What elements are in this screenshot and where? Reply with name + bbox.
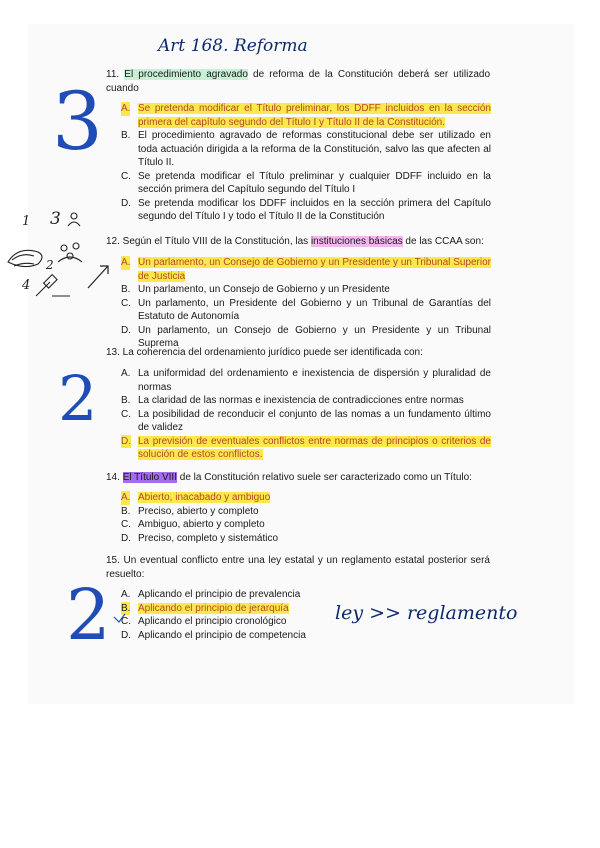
margin-number-4: 4: [22, 278, 31, 293]
people-icon: [68, 213, 80, 226]
checkmark-icon: [114, 614, 125, 622]
option-letter: A.: [121, 103, 131, 114]
option-text: La previsión de eventuales conflictos entre normas de principios o criterios de solución de estos conflictos.: [138, 435, 491, 460]
handwritten-heading: Art 168. Reforma: [158, 36, 308, 56]
stem-text: 15. Un eventual conflicto entre una ley estatal y un reglamento estatal posterior será resuelto:: [106, 555, 490, 580]
stem-highlight: El Título VIII: [122, 472, 177, 483]
gavel-icon: [36, 275, 70, 296]
stem-prefix: 14.: [106, 472, 123, 483]
option-text: Preciso, abierto y completo: [138, 505, 259, 517]
stem-highlight: instituciones básicas: [310, 236, 403, 247]
speech-icon: [8, 250, 42, 266]
option-letter: A.: [121, 368, 131, 379]
group-icon: [58, 243, 82, 262]
option-text: Abierto, inacabado y ambiguo: [138, 492, 271, 503]
arrow-icon: [88, 266, 108, 288]
option-letter: C.: [121, 408, 131, 420]
stem-text: 13. La coherencia del ordenamiento jurídico puede ser identificada con:: [106, 347, 423, 358]
option-letter: B.: [121, 505, 131, 517]
option-letter: D.: [121, 197, 131, 209]
handwritten-q15-answer: 2: [66, 574, 111, 656]
option-letter: A.: [121, 589, 131, 600]
option-text: Aplicando el principio de competencia: [138, 629, 306, 641]
margin-number-3: 3: [50, 209, 61, 229]
stem-highlight: El procedimiento agravado: [124, 69, 248, 80]
handwritten-q11-answer: 3: [52, 75, 103, 168]
option-letter: D.: [121, 324, 131, 336]
handwritten-note-ley-reglamento: ley >> reglamento: [335, 602, 518, 624]
margin-number-2: 2: [46, 258, 54, 272]
stem-suffix: de la Constitución relativo suele ser caracterizado como un Título:: [176, 472, 472, 483]
option-text: Aplicando el principio de jerarquía: [138, 602, 289, 614]
option-text: Se pretenda modificar el Título preliminar, los DDFF incluidos en la sección primera del capítulo segundo del Título I y Título II de la Constitución.: [138, 103, 491, 128]
option-text: Un parlamento, un Consejo de Gobierno y un Presidente y un Tribunal Suprema: [138, 324, 491, 349]
option-letter: B.: [121, 130, 131, 141]
option-letter: B.: [121, 602, 131, 614]
option-letter: C.: [121, 297, 131, 309]
option-letter: C.: [121, 170, 131, 182]
option-letter: B.: [121, 395, 131, 406]
stem-prefix: 11.: [106, 69, 125, 80]
option-text: Un parlamento, un Presidente del Gobierno y un Tribunal de Garantías del Estatuto de Autonomía: [138, 297, 491, 322]
option-letter: A.: [121, 257, 131, 268]
option-text: Se pretenda modificar el Título preliminar y cualquier DDFF incluido en la sección primera del Capítulo segundo del Título I: [138, 170, 491, 195]
option-letter: D.: [121, 532, 131, 544]
option-text: El procedimiento agravado de reformas constitucional debe ser utilizado en toda actuación dirigida a la reforma de la Constitución, salvo las que afecten al Título II.: [138, 130, 491, 168]
option-text: Aplicando el principio cronológico: [138, 616, 287, 627]
option-text: La uniformidad del ordenamiento e inexistencia de dispersión y pluralidad de normas: [138, 368, 491, 393]
option-letter: C.: [121, 616, 131, 627]
stem-suffix: de reforma de la Constitución deberá ser utilizado cuando: [106, 69, 490, 94]
option-letter: C.: [121, 519, 131, 530]
stem-suffix: de las CCAA son:: [402, 236, 484, 247]
option-text: Preciso, completo y sistemático: [138, 532, 279, 544]
option-letter: B.: [121, 284, 131, 295]
handwritten-q13-answer: 2: [58, 362, 98, 435]
stem-prefix: 12. Según el Título VIII de la Constitución, las: [106, 236, 311, 247]
option-letter: A.: [121, 492, 131, 503]
option-text: Ambiguo, abierto y completo: [138, 519, 265, 530]
option-letter: D.: [121, 629, 131, 641]
option-text: Aplicando el principio de prevalencia: [138, 589, 301, 600]
option-text: Se pretenda modificar los DDFF incluidos en la sección primera del Capítulo segundo del Título I y todo el Título II de la Constitución: [138, 197, 491, 222]
option-text: Un parlamento, un Consejo de Gobierno y un Presidente: [138, 284, 390, 295]
option-text: La claridad de las normas e inexistencia de contradicciones entre normas: [138, 395, 464, 406]
option-letter: D.: [121, 435, 131, 447]
margin-number-1: 1: [22, 214, 31, 229]
option-text: La posibilidad de reconducir el conjunto de las nomas a un fundamento último de validez: [138, 408, 491, 433]
option-text: Un parlamento, un Consejo de Gobierno y un Presidente y un Tribunal Superior de Justicia: [138, 257, 491, 282]
